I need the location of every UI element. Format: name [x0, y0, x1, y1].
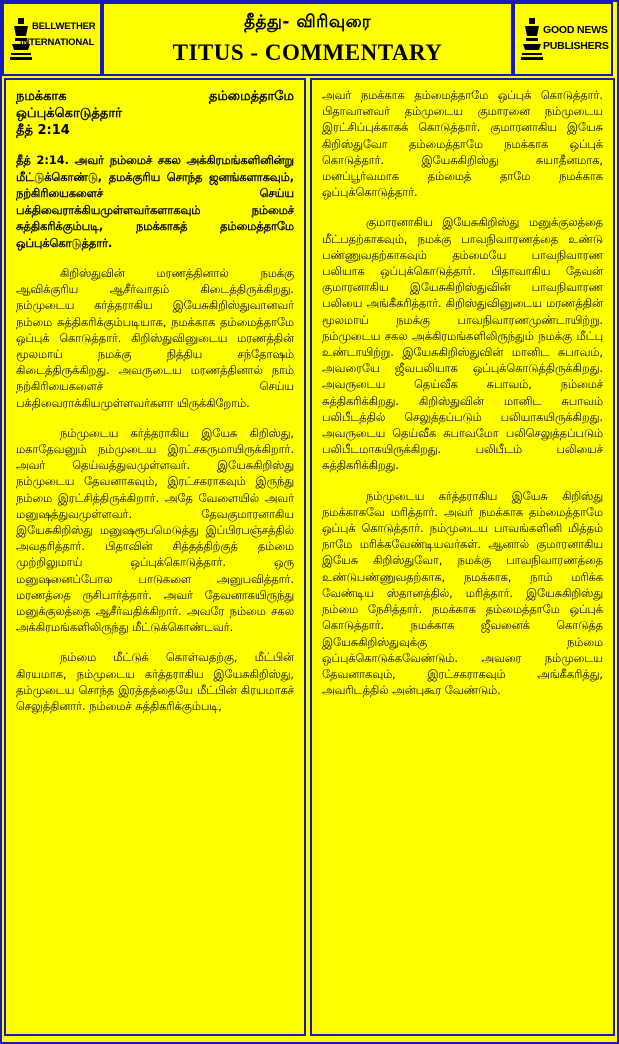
title-english: TITUS - COMMENTARY [172, 40, 443, 65]
title-block [102, 2, 513, 76]
good-news-logo-mark [521, 16, 609, 64]
paragraph: அவர் நமக்காக தம்மைத்தாமே ஒப்புக் கொடுத்தார். பிதாவானவர் தம்முடைய குமாரனை நம்முடைய இரட்சிப்புக்காகக் கொடுத்தார். குமாரனாகிய இயேசு கிறிஸ்துவோ தம்மைத்தாமே நமக்காக ஒப்புக் கொடுத்தார். இயேசுகிறிஸ்து சுயாதீனமாக, மனப்பூர்வமாக தம்மைத் தாமே நமக்காக ஒப்புக்கொடுத்தார். [322, 89, 603, 200]
bellwether-line1: BELLWETHER [32, 21, 96, 32]
heading-reference: தீத் 2:14 [16, 123, 70, 138]
right-column [310, 78, 615, 1036]
good-news-line1: GOOD NEWS [543, 24, 608, 36]
good-news-logo [513, 2, 613, 76]
good-news-icon [521, 16, 543, 62]
bellwether-line2: INTERNATIONAL [20, 37, 95, 48]
header [2, 2, 613, 74]
scripture-verse: தீத் 2:14. அவர் நம்மைச் சகல அக்கிரமங்களினின்று மீட்டுக்கொண்டு, தமக்குரிய சொந்த ஜனங்களாகவும், நற்கிரியைகளைச் செய்ய பக்திவைராக்கியமுள்ளவர்களாகவும் நம்மைச் சுத்திகரிக்கும்படி, நமக்காகத் தம்மைத்தாமே ஒப்புக்கொடுத்தார். [16, 154, 294, 250]
paragraph: நம்முடைய கர்த்தராகிய இயேசு கிறிஸ்து, மகாதேவனும் நம்முடைய இரட்சகருமாயிருக்கிறார். அவர் தெய்வத்துவமுள்ளவர். இயேசுகிறிஸ்து நம்முடைய தேவனாகவும், இரட்சகராகவும் இருந்து நம்மை இரட்சித்திருக்கிறார். அதே வேளையில் அவர் மனுஷத்துவமுள்ளவர். தேவகுமாரனாகிய இயேசுகிறிஸ்து மனுஷரூபமெடுத்து இப்பிரபஞ்சத்தில் அவதரித்தார். பிதாவின் சித்தத்திற்குத் தம்மை முற்றிலுமாய் ஒப்புக்கொடுத்தார். ஒரு மனுஷனைப்போல பாடுகளை அனுபவித்தார். மரணத்தை ருசிபார்த்தார். அவர் தேவனாகயிருந்து மனுக்குலத்தை ஆசீர்வதிக்கிறார். அவரே நம்மை சகல அக்கிரமங்களிலிருந்து மீட்டுக்கொண்டவர். [16, 426, 294, 635]
left-column [4, 78, 306, 1036]
paragraph: நம்முடைய கர்த்தராகிய இயேசு கிறிஸ்து நமக்காகவே மரித்தார். அவர் நமக்காக தம்மைத்தாமே ஒப்புக் கொடுத்தார். நம்முடைய பாவங்களினி மித்தம் நாமே மரிக்கவேண்டியவர்கள். ஆனால் குமாரனாகிய இயேசு கிறிஸ்துவோ, நமக்கு பாவநிவாரணத்தை உண்டுபண்ணுவதற்காக, நமக்காக, நாம் மரிக்க வேண்டிய ஸ்தானத்தில், மரித்தார். இயேசுகிறிஸ்து நம்மை நேசித்தார். நமக்காக தம்மைத்தாமே ஒப்புக் கொடுத்தார். நமக்காக ஜீவனைக் கொடுத்த இயேசுகிறிஸ்துவுக்கு நம்மை ஒப்புக்கொடுக்கவேண்டும். அவரை நம்முடைய தேவனாகவும், இரட்சகராகவும் அங்கீகரித்து, அவரிடத்தில் அன்புகூர வேண்டும். [322, 489, 603, 698]
heading-line1: நமக்காக தம்மைத்தாமே [16, 89, 294, 104]
bellwether-logo-mark [10, 16, 94, 64]
section-heading [16, 88, 294, 139]
good-news-line2: PUBLISHERS [543, 40, 609, 52]
paragraph: குமாரனாகிய இயேசுகிறிஸ்து மனுக்குலத்தை மீட்பதற்காகவும், நமக்கு பாவநிவாரணத்தை உண்டு பண்ணுவதற்காகவும் தம்மையே பாவநிவாரண பலியாக ஒப்புக்கொடுத்தார். பிதாவாகிய தேவன் குமாரனாகிய இயேசுகிறிஸ்துவின் பாவநிவாரண பலியை அங்கீகரித்தார். கிறிஸ்துவினுடைய மரணத்தின் மூலமாய் நமக்கு பாவநிவாரணமுண்டாயிற்று. நம்முடைய சகல அக்கிரமங்களிலிருந்தும் நமக்கு மீட்பு உண்டாயிற்று. இயேசுகிறிஸ்துவின் மானிட சுபாவம், அவரையே ஜீவபலியாக ஒப்புக்கொடுத்திருக்கிறது. அவருடைய தெய்வீக சுபாவம், நம்மைச் சுத்திகரிக்கிறது. கிறிஸ்துவின் மானிட சுபாவம் பலிபீடத்தில் செலுத்தப்படும் பலியாகயிருக்கிறது. அவருடைய தெய்வீக சுபாவமோ பலிசெலுத்தப்படும் பலிபீடமாகயிருக்கிறது. பலிபீடம் பலியைச் சுத்திகரிக்கிறது. [322, 216, 603, 473]
paragraph: கிறிஸ்துவின் மரணத்தினால் நமக்கு ஆவிக்குரிய ஆசீர்வாதம் கிடைத்திருக்கிறது. நம்முடைய கர்த்தராகிய இயேசுகிறிஸ்துவானவர் நம்மை சுத்திகரிக்கும்படியாக, நமக்காக தம்மைத்தாமே ஒப்புக் கொடுத்தார். கிறிஸ்துவினுடைய மரணத்தின் மூலமாய் நமக்கு நித்திய சந்தோஷம் கிடைத்திருக்கிறது. அவருடைய மரணத்தினால் நாம் நற்கிரியைகளைச் செய்ய பக்திவைராக்கியமுள்ளவர்களா யிருக்கிறோம். [16, 267, 294, 410]
heading-line2: ஒப்புக்கொடுத்தார் [16, 106, 122, 121]
title-tamil: தீத்து- விரிவுரை [243, 12, 372, 32]
bellwether-logo [2, 2, 102, 76]
paragraph: நம்மை மீட்டுக் கொள்வதற்கு, மீட்பின் கிரயமாக, நம்முடைய கர்த்தராகிய இயேசுகிறிஸ்து, தம்முடைய சொந்த இரத்தத்தையே மீட்பின் கிரயமாகச் செலுத்தினார். நம்மைச் சுத்திகரிக்கும்படி, [16, 651, 294, 714]
